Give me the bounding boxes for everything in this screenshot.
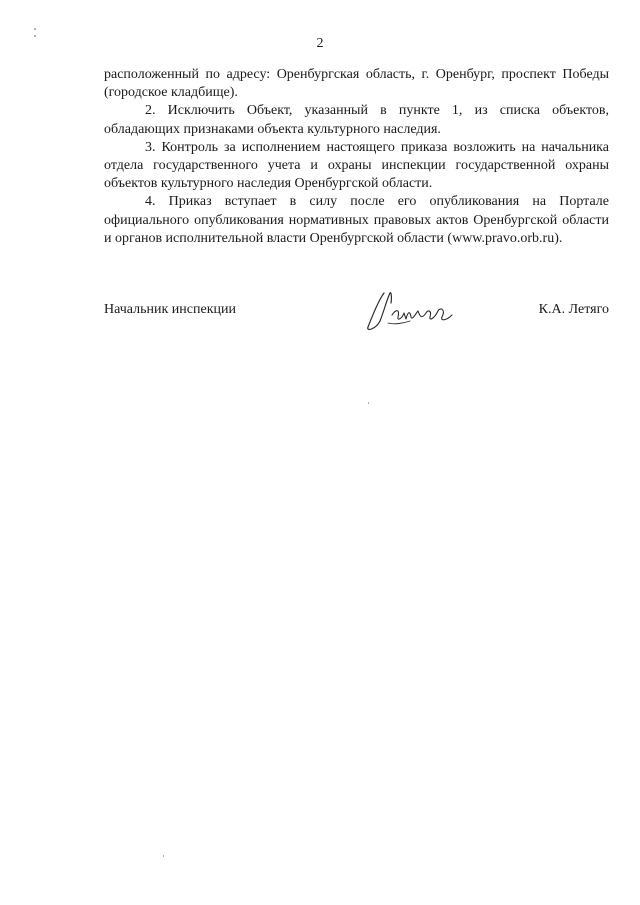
signatory-position: Начальник инспекции bbox=[104, 302, 236, 317]
paragraph-address: расположенный по адресу: Оренбургская область, г. Оренбург, проспект Победы (городское кладбище). bbox=[104, 67, 609, 101]
paragraph-entry-into-force: 4. Приказ вступает в силу после его опубликования на Портале официального опубликования нормативных правовых актов Оренбургской области и органов исполнительной власти Оренбургской области (www.pravo.orb.ru). bbox=[104, 194, 609, 246]
document-body bbox=[104, 66, 609, 248]
paragraph-control: 3. Контроль за исполнением настоящего приказа возложить на начальника отдела государственного учета и охраны инспекции государственной охраны объектов культурного наследия Оренбургской области. bbox=[104, 139, 609, 192]
scan-speck bbox=[163, 855, 164, 857]
page-number: 2 bbox=[316, 36, 324, 51]
handwritten-signature bbox=[354, 287, 464, 335]
scan-speck bbox=[34, 35, 36, 37]
paragraph-exclude-object: 2. Исключить Объект, указанный в пункте 1, из списка объектов, обладающих признаками объекта культурного наследия. bbox=[104, 103, 609, 137]
signatory-name: К.А. Летяго bbox=[538, 302, 609, 317]
scan-speck bbox=[34, 28, 36, 30]
scan-speck bbox=[368, 402, 369, 404]
signature-block bbox=[104, 301, 609, 341]
